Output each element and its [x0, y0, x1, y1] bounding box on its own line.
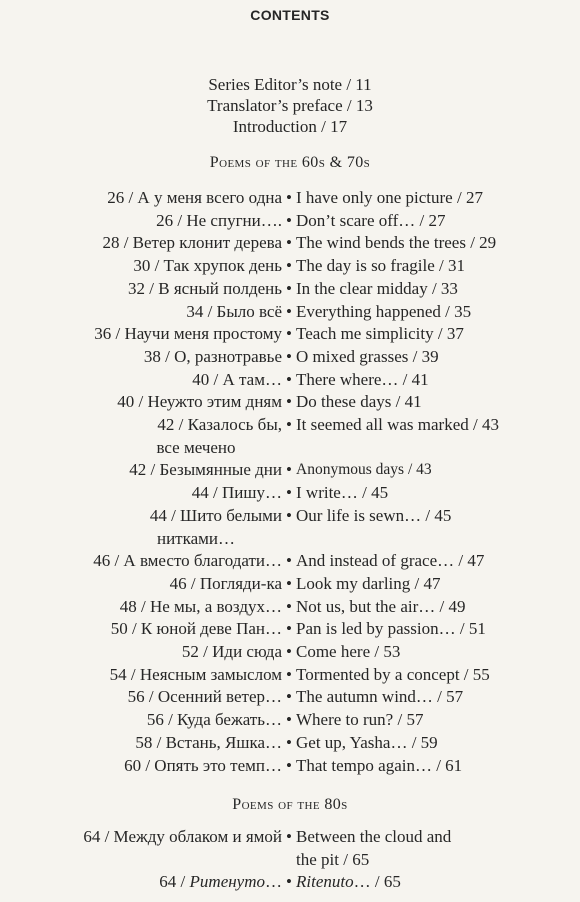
russian-title-italic: Ритенуто: [189, 872, 265, 892]
bullet: •: [286, 551, 292, 571]
russian-title: [0, 826, 282, 849]
russian-title-text: 44 / Шито белыми: [149, 505, 282, 525]
english-title-text: And instead of grace… / 47: [296, 551, 485, 571]
english-title: [296, 596, 580, 619]
russian-title-text: 34 / Было всё: [186, 301, 282, 321]
english-title-text: Our life is sewn… / 45: [296, 505, 452, 525]
russian-title: [0, 550, 282, 573]
bullet: •: [286, 505, 292, 525]
bullet: •: [286, 827, 292, 846]
english-title-text: Come here / 53: [296, 642, 401, 662]
russian-title: [0, 323, 282, 346]
russian-title: [0, 255, 282, 278]
bullet: •: [286, 619, 292, 639]
english-title-text: Everything happened / 35: [296, 301, 472, 321]
english-title: [296, 414, 580, 437]
english-title-text: Do these days / 41: [296, 392, 422, 412]
english-title: [296, 459, 580, 482]
russian-title: [0, 414, 282, 459]
russian-title: [0, 871, 282, 894]
russian-title-text: 46 / А вместо благодати…: [93, 551, 282, 571]
toc-entry[interactable]: [0, 618, 580, 641]
bullet: •: [286, 210, 292, 230]
russian-title-text: 54 / Неясным замыслом: [109, 664, 282, 684]
page-heading: CONTENTS: [250, 7, 330, 23]
russian-title: [0, 369, 282, 392]
english-title-text: I have only one picture / 27: [296, 188, 483, 207]
russian-title: [0, 709, 282, 732]
english-title: [296, 550, 580, 573]
english-title: [296, 505, 580, 528]
russian-title-text: 30 / Так хрупок день: [133, 256, 282, 276]
english-title-text: Pan is led by passion… / 51: [296, 619, 486, 639]
toc-entry[interactable]: [0, 596, 580, 619]
section-entries: [0, 826, 580, 894]
russian-title: [0, 573, 282, 596]
bullet: •: [286, 392, 292, 412]
english-title-text: O mixed grasses / 39: [296, 346, 439, 366]
russian-title: [0, 391, 282, 414]
russian-title-text: 42 / Безымянные дни: [129, 460, 282, 480]
russian-title: [0, 664, 282, 687]
toc-entry[interactable]: [0, 482, 580, 505]
toc-entry[interactable]: [0, 686, 580, 709]
english-title: [296, 323, 580, 346]
toc-entry[interactable]: [0, 826, 580, 871]
front-item: Introduction / 17: [232, 117, 348, 136]
russian-title-text: 36 / Научи меня простому: [94, 324, 282, 344]
bullet: •: [286, 278, 292, 298]
toc-entry[interactable]: [0, 414, 580, 459]
russian-title: [0, 686, 282, 709]
russian-title-text: 38 / О, разнотравье: [143, 346, 282, 366]
english-title: [296, 482, 580, 505]
russian-title-text: 26 / А у меня всего одна: [107, 188, 282, 207]
bullet: •: [286, 460, 292, 480]
bullet: •: [286, 687, 292, 707]
russian-title-text: 44 / Пишу…: [191, 483, 282, 503]
bullet: •: [286, 301, 292, 321]
english-title: [296, 255, 580, 278]
russian-title: [0, 482, 282, 505]
russian-title-text: 42 / Казалось бы,: [157, 415, 282, 435]
russian-title-text: 40 / А там…: [192, 369, 282, 389]
english-title: [296, 278, 580, 301]
russian-title-text: 28 / Ветер клонит дерева: [102, 233, 282, 253]
english-title: [296, 618, 580, 641]
bullet: •: [286, 256, 292, 276]
toc-entry[interactable]: [0, 187, 580, 210]
english-title-tail: … / 65: [353, 872, 401, 892]
russian-title: [0, 641, 282, 664]
english-title-text: Anonymous days / 43: [296, 461, 432, 479]
toc-entry[interactable]: [0, 459, 580, 482]
russian-title: [0, 596, 282, 619]
toc-entry[interactable]: [0, 664, 580, 687]
bullet: •: [286, 573, 292, 593]
english-title-text: The day is so fragile / 31: [296, 256, 466, 276]
english-title: [296, 301, 580, 324]
russian-title-text: 64 / Между облаком и ямой: [83, 827, 282, 846]
russian-title: [0, 505, 282, 550]
russian-title-text: 46 / Погляди-ка: [169, 573, 282, 593]
toc-entry[interactable]: [0, 709, 580, 732]
section-entries: [0, 187, 580, 777]
english-title-text: Not us, but the air… / 49: [296, 596, 466, 616]
toc-entry[interactable]: [0, 391, 580, 414]
russian-title-continued: все мечено: [156, 437, 236, 457]
russian-title: [0, 755, 282, 778]
bullet: •: [286, 324, 292, 344]
toc-entry[interactable]: [0, 505, 580, 550]
bullet: •: [286, 415, 292, 435]
russian-title-text: 58 / Встань, Яшка…: [135, 732, 282, 752]
bullet: •: [286, 872, 292, 892]
section-title: Poems of the 60s & 70s: [209, 154, 371, 171]
toc-entry[interactable]: [0, 573, 580, 596]
english-title-text: Don’t scare off… / 27: [296, 210, 446, 230]
bullet: •: [286, 732, 292, 752]
bullet: •: [286, 346, 292, 366]
toc-entry[interactable]: [0, 369, 580, 392]
english-title-text: It seemed all was marked / 43: [296, 415, 499, 435]
english-title-italic: Ritenuto: [296, 872, 354, 892]
toc-entry[interactable]: [0, 255, 580, 278]
bullet: •: [286, 369, 292, 389]
russian-title: [0, 618, 282, 641]
english-title: [296, 871, 580, 894]
russian-title-text: 56 / Осенний ветер…: [127, 687, 282, 707]
toc-entry[interactable]: [0, 301, 580, 324]
bullet: •: [286, 642, 292, 662]
toc-entry[interactable]: [0, 755, 580, 778]
english-title: [296, 210, 580, 233]
bullet: •: [286, 664, 292, 684]
russian-title: [0, 301, 282, 324]
russian-title: [0, 210, 282, 233]
english-title: [296, 391, 580, 414]
bullet: •: [286, 188, 292, 207]
bullet: •: [286, 483, 292, 503]
english-title: [296, 686, 580, 709]
russian-title-text: 56 / Куда бежать…: [146, 710, 282, 730]
russian-title: [0, 346, 282, 369]
bullet: •: [286, 755, 292, 775]
front-item: Translator’s preface / 13: [207, 96, 373, 115]
front-item: Series Editor’s note / 11: [208, 75, 372, 94]
toc-entry[interactable]: [0, 346, 580, 369]
russian-title: [0, 187, 282, 210]
toc-entry[interactable]: [0, 871, 580, 894]
russian-title-text: 40 / Неужто этим дням: [117, 392, 282, 412]
english-title-text: The autumn wind… / 57: [296, 687, 464, 707]
toc-entry[interactable]: [0, 210, 580, 233]
english-title: [296, 755, 580, 778]
toc-entry[interactable]: [0, 732, 580, 755]
russian-title: [0, 732, 282, 755]
english-title: [296, 641, 580, 664]
english-title-text: In the clear midday / 33: [296, 278, 458, 298]
english-title: [296, 346, 580, 369]
english-title: [296, 369, 580, 392]
russian-title-tail: …: [265, 872, 282, 892]
english-title: [296, 232, 580, 255]
russian-title: [0, 232, 282, 255]
russian-title-text: 32 / В ясный полдень: [128, 278, 282, 298]
english-title-text: Look my darling / 47: [296, 573, 441, 593]
russian-title: [0, 459, 282, 482]
english-title-text: Get up, Yasha… / 59: [296, 732, 438, 752]
russian-title-text: 26 / Не спугни….: [156, 210, 282, 230]
english-title: [296, 573, 580, 596]
english-title-text: The wind bends the trees / 29: [296, 233, 497, 253]
toc-entry[interactable]: [0, 641, 580, 664]
english-title-continued: the pit / 65: [296, 849, 370, 869]
english-title: [296, 709, 580, 732]
russian-title-text: 48 / Не мы, а воздух…: [119, 596, 282, 616]
bullet: •: [286, 596, 292, 616]
russian-page: 64 /: [159, 872, 190, 892]
english-title-text: There where… / 41: [296, 369, 429, 389]
english-title-text: Where to run? / 57: [296, 710, 424, 730]
english-title-text: Between the cloud and: [296, 827, 452, 846]
english-title-text: That tempo again… / 61: [296, 755, 463, 775]
bullet: •: [286, 233, 292, 253]
russian-title-continued: нитками…: [156, 528, 236, 548]
bullet: •: [286, 710, 292, 730]
russian-title-text: 52 / Иди сюда: [181, 642, 282, 662]
toc-entry[interactable]: [0, 232, 580, 255]
english-title: [296, 732, 580, 755]
section-title: Poems of the 80s: [232, 796, 348, 813]
english-title: [296, 664, 580, 687]
russian-title: [0, 278, 282, 301]
russian-title-text: 60 / Опять это темп…: [124, 755, 282, 775]
toc-entry[interactable]: [0, 323, 580, 346]
russian-title-text: 50 / К юной деве Пан…: [110, 619, 282, 639]
toc-entry[interactable]: [0, 278, 580, 301]
english-title: [296, 187, 580, 210]
english-title: [296, 826, 580, 871]
front-matter: [0, 74, 580, 137]
english-title-text: Teach me simplicity / 37: [296, 324, 464, 344]
toc-entry[interactable]: [0, 550, 580, 573]
english-title-text: Tormented by a concept / 55: [296, 664, 490, 684]
english-title-text: I write… / 45: [296, 483, 389, 503]
